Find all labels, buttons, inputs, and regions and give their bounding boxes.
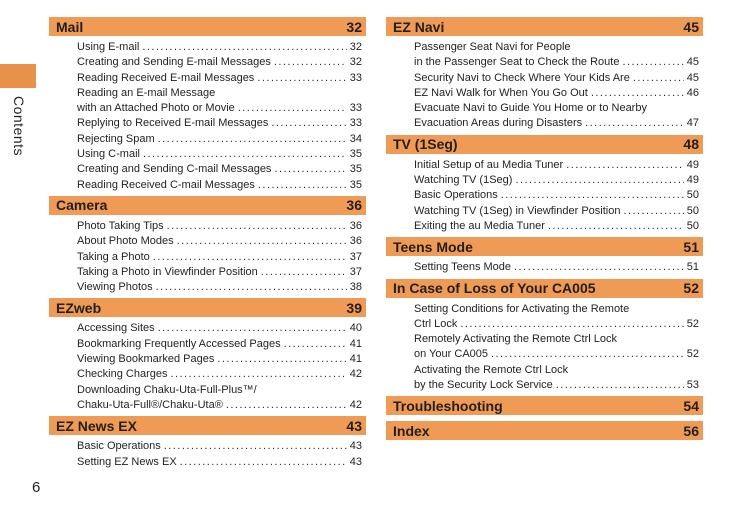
toc-entry-text: Ctrl Lock <box>414 317 458 330</box>
toc-entry[interactable] <box>77 383 362 414</box>
toc-entry-text: Creating and Sending C-mail Messages <box>77 163 272 176</box>
toc-entry[interactable] <box>77 71 362 86</box>
toc-entry-text: Taking a Photo in Viewfinder Position <box>77 265 258 278</box>
toc-entry-page: 53 <box>686 379 699 392</box>
dot-leader <box>158 132 347 147</box>
toc-entry[interactable] <box>414 71 699 86</box>
toc-entry-text: Chaku-Uta-Full®/Chaku-Uta® <box>77 398 223 411</box>
dot-leader <box>217 352 346 367</box>
section-title: In Case of Loss of Your CA005 <box>393 280 596 297</box>
toc-entry-row <box>414 116 699 131</box>
toc-entry-text: Checking Charges <box>77 368 168 381</box>
toc-entry-text: Accessing Sites <box>77 322 155 335</box>
dot-leader <box>156 280 347 295</box>
toc-entry-text-line1: Evacuate Navi to Guide You Home or to Nearby <box>414 102 647 115</box>
toc-entry-row <box>77 280 362 295</box>
page-number: 6 <box>32 479 41 496</box>
toc-entry[interactable] <box>77 265 362 280</box>
dot-leader <box>633 71 684 86</box>
section-header-tv-1seg[interactable] <box>386 135 703 154</box>
section-page: 48 <box>683 136 699 153</box>
toc-entry-text-line1: Setting Conditions for Activating the Remote <box>414 302 630 315</box>
toc-entry-page: 50 <box>686 219 699 232</box>
toc-entry-text: Setting Teens Mode <box>414 261 512 274</box>
toc-entry[interactable] <box>414 260 699 275</box>
toc-entry[interactable] <box>77 219 362 234</box>
toc-entry[interactable] <box>77 147 362 162</box>
section-page: 36 <box>346 197 362 214</box>
toc-entry-text: in the Passenger Seat to Check the Route <box>414 56 620 69</box>
section-entries <box>49 219 366 295</box>
section-title: Index <box>393 422 430 439</box>
toc-entry[interactable] <box>414 40 699 71</box>
toc-entry-row <box>77 162 362 177</box>
dot-leader <box>258 178 347 193</box>
section-spacer <box>386 444 703 446</box>
toc-entry-page: 43 <box>349 440 362 453</box>
dot-leader <box>142 40 346 55</box>
toc-entry[interactable] <box>414 363 699 394</box>
dot-leader <box>491 347 684 362</box>
toc-entry-text: EZ Navi Walk for When You Go Out <box>414 86 588 99</box>
toc-entry-row <box>77 71 362 86</box>
toc-entry-page: 52 <box>686 348 699 361</box>
dot-leader <box>514 260 684 275</box>
toc-entry-text: by the Security Lock Service <box>414 379 553 392</box>
toc-entry-page: 37 <box>349 250 362 263</box>
toc-entry-row <box>414 378 699 393</box>
toc-entry-text: Watching TV (1Seg) in Viewfinder Position <box>414 204 621 217</box>
section-entries <box>386 302 703 394</box>
section-entries <box>386 260 703 275</box>
dot-leader <box>153 250 347 265</box>
toc-entry-page: 35 <box>349 163 362 176</box>
toc-entry-text: Rejecting Spam <box>77 132 155 145</box>
toc-entry-text: Basic Operations <box>414 189 498 202</box>
dot-leader <box>284 337 347 352</box>
toc-entry-text: Replying to Received E-mail Messages <box>77 117 269 130</box>
toc-entry-text: Evacuation Areas during Disasters <box>414 117 583 130</box>
dot-leader <box>171 367 347 382</box>
toc-entry-page: 41 <box>349 337 362 350</box>
toc-entry-page: 41 <box>349 353 362 366</box>
toc-entry-page: 34 <box>349 132 362 145</box>
toc-entry-page: 35 <box>349 178 362 191</box>
toc-entry-row <box>77 321 362 336</box>
toc-entry-text: Watching TV (1Seg) <box>414 174 513 187</box>
section-entries <box>386 40 703 132</box>
toc-entry-page: 37 <box>349 265 362 278</box>
side-tab <box>0 64 36 88</box>
section-header-in-case-of-loss-of-your-ca005[interactable] <box>386 279 703 298</box>
toc-entry-page: 51 <box>686 261 699 274</box>
toc-entry[interactable] <box>77 116 362 131</box>
section-page: 43 <box>346 417 362 434</box>
toc-entry[interactable] <box>77 367 362 382</box>
section-title: Mail <box>56 18 84 35</box>
dot-leader <box>180 455 347 470</box>
dot-leader <box>501 188 684 203</box>
toc-entry-page: 49 <box>686 158 699 171</box>
toc-entry[interactable] <box>77 132 362 147</box>
toc-entry[interactable] <box>77 162 362 177</box>
toc-entry-row <box>414 317 699 332</box>
toc-entry-text-line1: Passenger Seat Navi for People <box>414 41 571 53</box>
toc-entry-row <box>77 147 362 162</box>
toc-entry-text: Basic Operations <box>77 440 161 453</box>
toc-entry-text: Reading Received C-mail Messages <box>77 178 255 191</box>
dot-leader <box>274 55 347 70</box>
section-title: Troubleshooting <box>393 397 503 414</box>
toc-entry-text: Bookmarking Frequently Accessed Pages <box>77 337 281 350</box>
toc-entry-row <box>414 260 699 275</box>
toc-entry-page: 50 <box>686 204 699 217</box>
dot-leader <box>274 162 346 177</box>
dot-leader <box>238 101 347 116</box>
dot-leader <box>177 234 347 249</box>
toc-entry-page: 33 <box>349 71 362 84</box>
toc-entry-text: Using C-mail <box>77 148 140 161</box>
toc-entry-page: 36 <box>349 235 362 248</box>
toc-entry-page: 52 <box>686 317 699 330</box>
dot-leader <box>271 116 346 131</box>
toc-entry[interactable] <box>77 86 362 117</box>
section-entries <box>386 158 703 234</box>
section-title: TV (1Seg) <box>393 136 458 153</box>
toc-entry-row <box>77 352 362 367</box>
toc-entry-text: Initial Setup of au Media Tuner <box>414 158 564 171</box>
dot-leader <box>460 317 683 332</box>
dot-leader <box>556 378 684 393</box>
section-page: 52 <box>683 280 699 297</box>
toc-entry-text: Taking a Photo <box>77 250 150 263</box>
toc-entry-text: Exiting the au Media Tuner <box>414 219 545 232</box>
toc-entry-text: Reading Received E-mail Messages <box>77 71 255 84</box>
dot-leader <box>515 173 683 188</box>
toc-entry-page: 35 <box>349 148 362 161</box>
toc-entry-row <box>77 455 362 470</box>
section-page: 51 <box>683 238 699 255</box>
section-title: EZ Navi <box>393 18 445 35</box>
toc-entry-row <box>77 132 362 147</box>
dot-leader <box>261 265 347 280</box>
toc-entry-text: Creating and Sending E-mail Messages <box>77 56 271 69</box>
toc-entry-text-line1: Remotely Activating the Remote Ctrl Lock <box>414 333 617 346</box>
dot-leader <box>226 398 347 413</box>
toc-entry-text-line1: Activating the Remote Ctrl Lock <box>414 363 569 376</box>
toc-entry-page: 33 <box>349 117 362 130</box>
toc-entry-row <box>414 347 699 362</box>
dot-leader <box>164 439 347 454</box>
section-title: EZ News EX <box>56 417 137 434</box>
toc-entry-text: Viewing Photos <box>77 281 153 294</box>
section-header-teens-mode[interactable] <box>386 237 703 256</box>
section-page: 54 <box>683 397 699 414</box>
dot-leader <box>143 147 347 162</box>
section-header-mail[interactable] <box>49 17 366 36</box>
toc-entry-page: 40 <box>349 322 362 335</box>
toc-entry-page: 38 <box>349 281 362 294</box>
dot-leader <box>257 71 346 86</box>
toc-entry-row <box>77 337 362 352</box>
toc-entry[interactable] <box>77 40 362 55</box>
section-title: Teens Mode <box>393 238 473 255</box>
toc-entry[interactable] <box>77 352 362 367</box>
toc-entry-row <box>77 398 362 413</box>
toc-right-column <box>386 17 703 446</box>
section-header-ez-news-ex[interactable] <box>49 416 366 435</box>
toc-entry-page: 49 <box>686 174 699 187</box>
toc-entry-row <box>77 265 362 280</box>
toc-entry-page: 45 <box>686 71 699 84</box>
toc-entry-text-line1: Reading an E-mail Message <box>77 86 216 99</box>
toc-entry[interactable] <box>77 321 362 336</box>
toc-entry-page: 33 <box>349 102 362 115</box>
toc-entry-row <box>77 250 362 265</box>
toc-entry-row <box>414 71 699 86</box>
section-header-ezweb[interactable] <box>49 298 366 317</box>
section-header-camera[interactable] <box>49 196 366 215</box>
toc-entry-row <box>77 367 362 382</box>
section-header-index[interactable] <box>386 421 703 440</box>
section-page: 32 <box>346 18 362 35</box>
toc-entry-row <box>414 55 699 70</box>
toc-entry-row <box>414 219 699 234</box>
toc-entry-page: 47 <box>686 117 699 130</box>
dot-leader <box>167 219 347 234</box>
toc-entry-row <box>414 204 699 219</box>
dot-leader <box>585 116 684 131</box>
toc-entry-row <box>414 86 699 101</box>
dot-leader <box>622 55 683 70</box>
toc-entry-page: 42 <box>349 368 362 381</box>
toc-entry-row <box>414 188 699 203</box>
section-title: Camera <box>56 197 108 214</box>
toc-entry-row <box>77 178 362 193</box>
toc-entry[interactable] <box>77 234 362 249</box>
toc-entry[interactable] <box>414 158 699 173</box>
section-entries <box>49 439 366 470</box>
toc-entry[interactable] <box>77 55 362 70</box>
section-page: 56 <box>683 422 699 439</box>
section-header-troubleshooting[interactable] <box>386 396 703 415</box>
toc-entry-row <box>77 439 362 454</box>
toc-entry-row <box>77 101 362 116</box>
toc-entry-row <box>414 173 699 188</box>
section-page: 45 <box>683 18 699 35</box>
toc-entry-text: Viewing Bookmarked Pages <box>77 353 215 366</box>
toc-entry-row <box>77 40 362 55</box>
toc-entry-text-line1: Downloading Chaku-Uta-Full-Plus™/ <box>77 383 257 396</box>
side-tab-label: Contents <box>11 96 27 157</box>
toc-entry-text: Security Navi to Check Where Your Kids Are <box>414 71 630 84</box>
toc-entry[interactable] <box>414 302 699 333</box>
section-page: 39 <box>346 299 362 316</box>
toc-entry-page: 42 <box>349 398 362 411</box>
toc-entry-page: 32 <box>349 41 362 53</box>
toc-entry-text: About Photo Modes <box>77 235 174 248</box>
toc-entry-row <box>77 55 362 70</box>
toc-entry-text: Photo Taking Tips <box>77 219 164 232</box>
toc-entry[interactable] <box>414 204 699 219</box>
toc-entry[interactable] <box>414 188 699 203</box>
toc-entry[interactable] <box>414 86 699 101</box>
toc-entry-row <box>414 158 699 173</box>
toc-entry-text: Setting EZ News EX <box>77 455 177 468</box>
toc-entry[interactable] <box>77 178 362 193</box>
toc-entry-page: 45 <box>686 56 699 69</box>
toc-entry[interactable] <box>77 280 362 295</box>
toc-entry[interactable] <box>77 439 362 454</box>
toc-entry-text: on Your CA005 <box>414 348 489 361</box>
toc-entry[interactable] <box>414 332 699 363</box>
toc-entry[interactable] <box>77 250 362 265</box>
dot-leader <box>548 219 684 234</box>
toc-entry[interactable] <box>77 455 362 470</box>
toc-entry[interactable] <box>414 219 699 234</box>
toc-entry-row <box>77 219 362 234</box>
dot-leader <box>566 158 684 173</box>
dot-leader <box>158 321 347 336</box>
toc-entry-page: 43 <box>349 455 362 468</box>
toc-entry-text: with an Attached Photo or Movie <box>77 102 235 115</box>
dot-leader <box>591 86 684 101</box>
toc-entry-text: Using E-mail <box>77 41 140 53</box>
section-entries <box>49 40 366 193</box>
toc-entry[interactable] <box>414 173 699 188</box>
dot-leader <box>623 204 683 219</box>
toc-entry-row <box>77 116 362 131</box>
toc-entry-page: 46 <box>686 86 699 99</box>
section-entries <box>49 321 366 413</box>
section-header-ez-navi[interactable] <box>386 17 703 36</box>
toc-entry-page: 32 <box>349 56 362 69</box>
toc-left-column <box>49 17 366 473</box>
section-title: EZweb <box>56 299 102 316</box>
toc-entry[interactable] <box>77 337 362 352</box>
toc-entry-page: 50 <box>686 189 699 202</box>
toc-entry-page: 36 <box>349 219 362 232</box>
toc-entry-row <box>77 234 362 249</box>
toc-entry[interactable] <box>414 101 699 132</box>
